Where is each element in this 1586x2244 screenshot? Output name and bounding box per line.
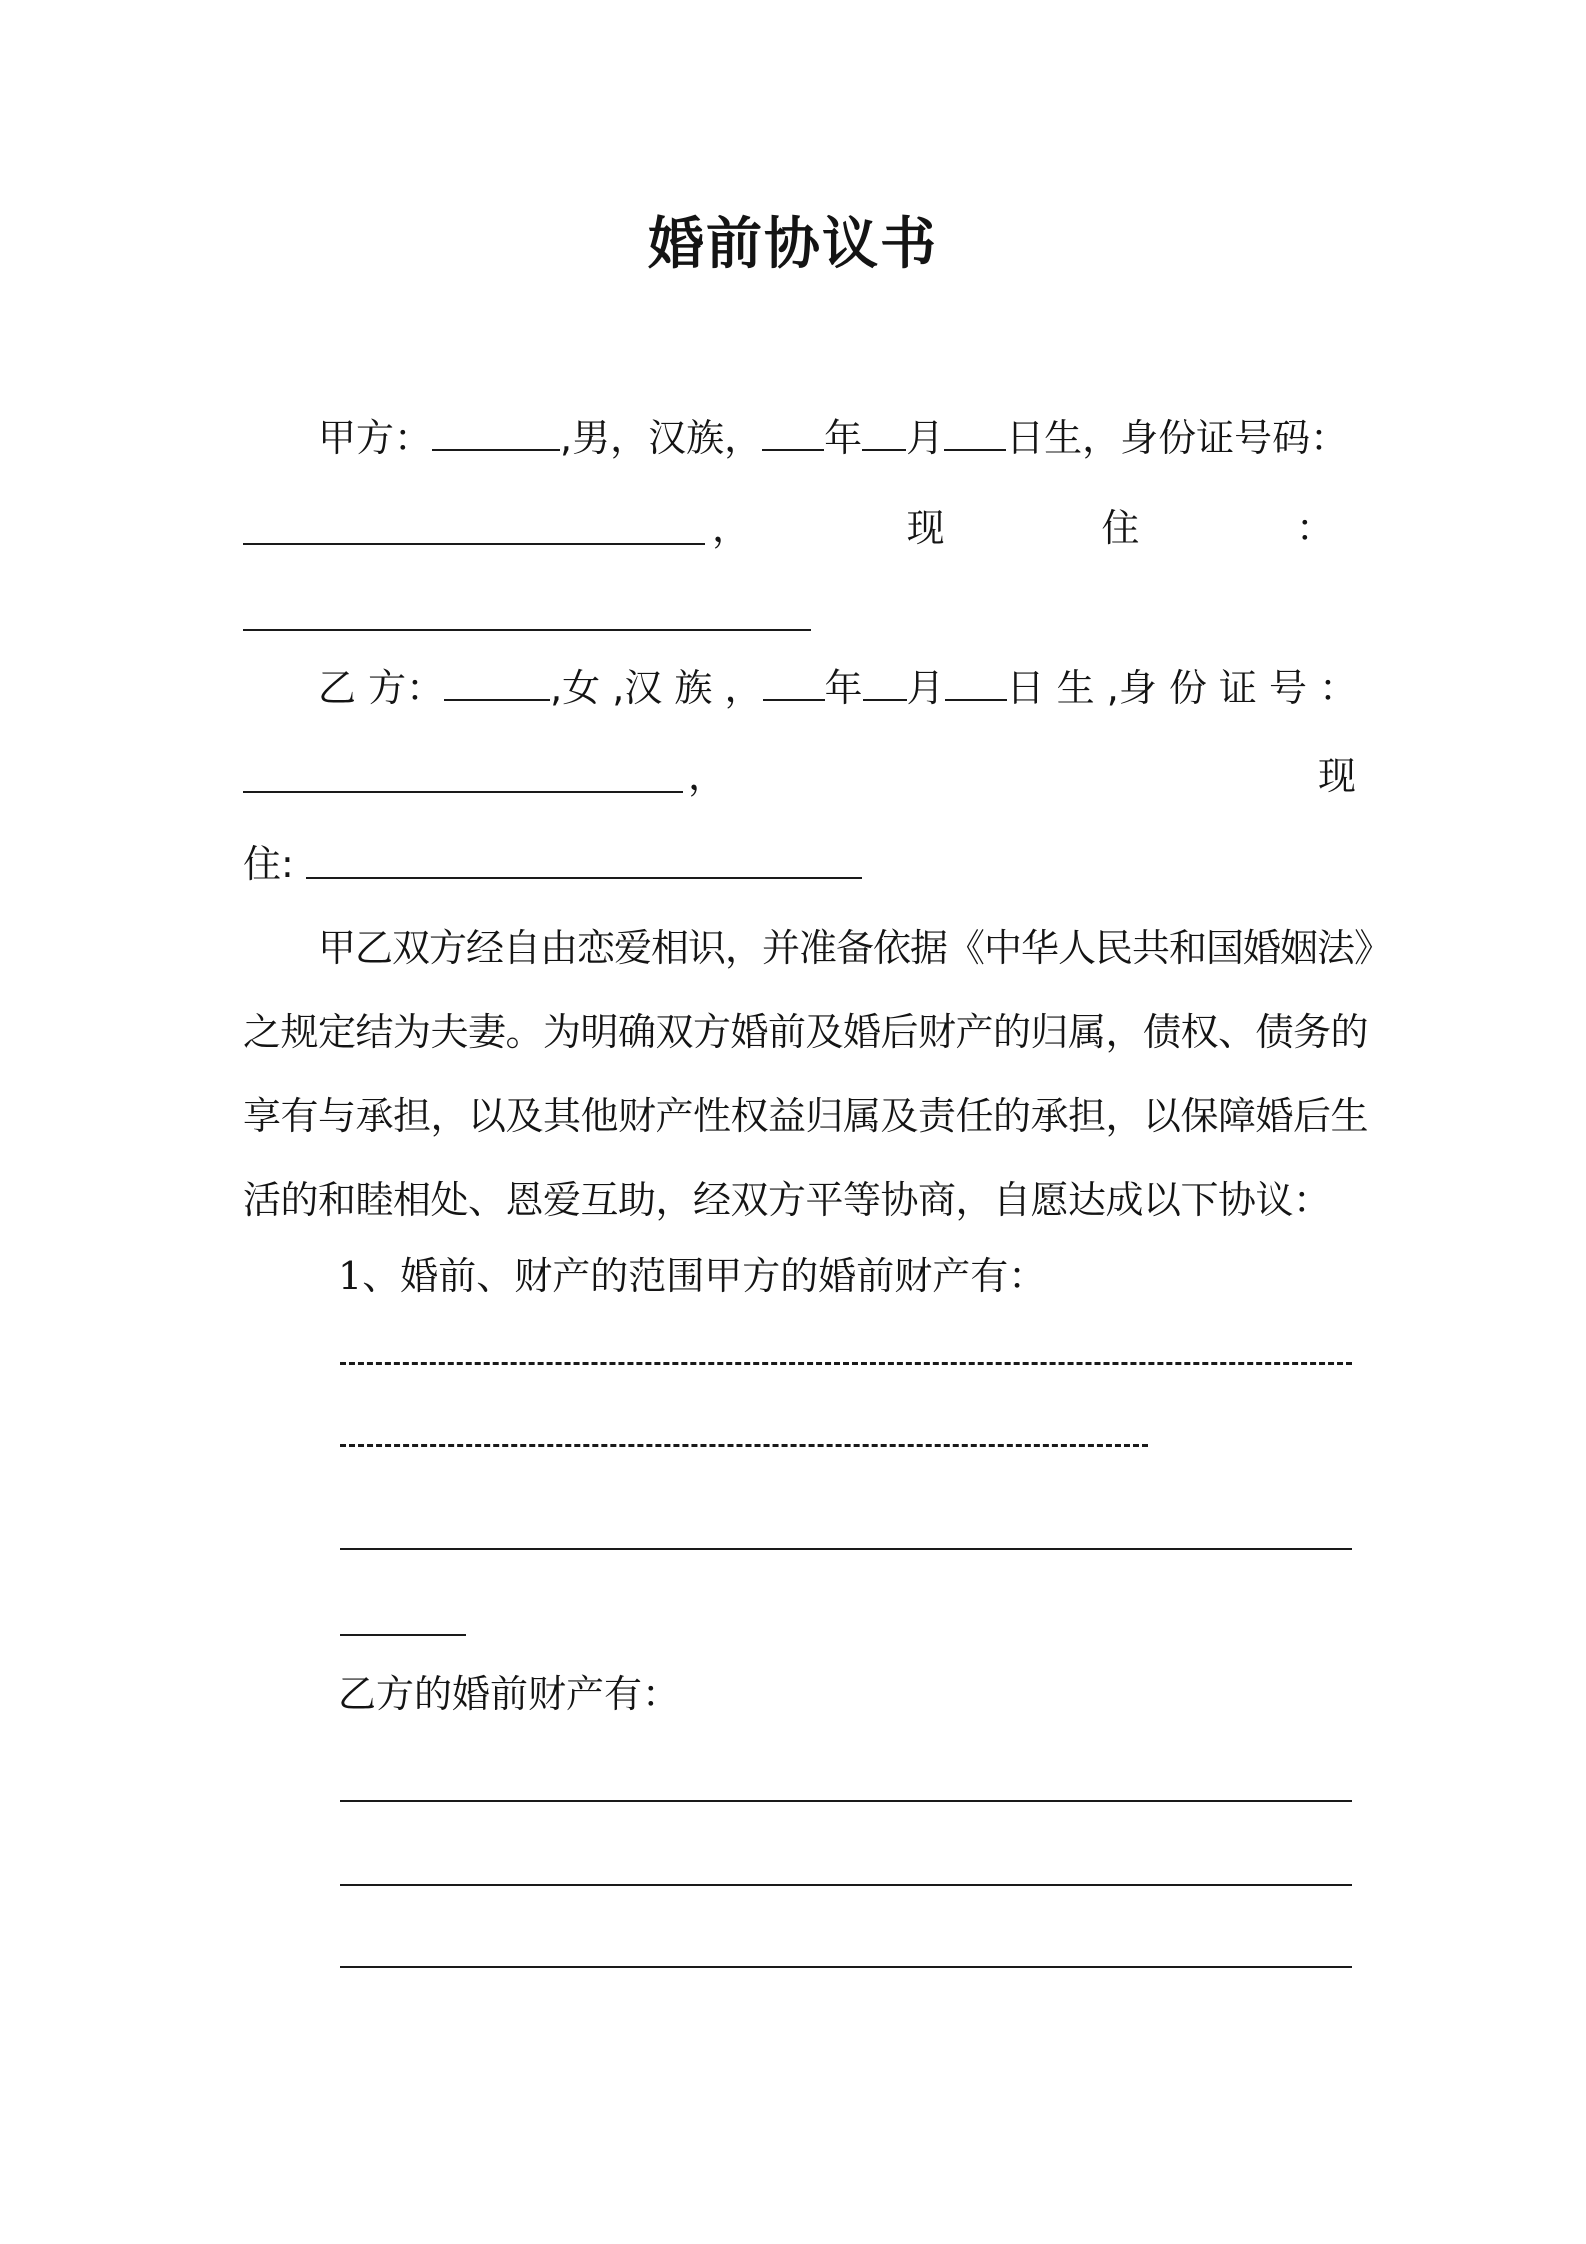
party-a-year-label: 年 [824,416,863,460]
party-b-year-label: 年 [824,666,863,710]
party-b-address-blank[interactable] [306,877,862,879]
party-b-birth-year-blank[interactable] [763,665,825,701]
party-b-birth-month-blank[interactable] [863,665,907,701]
party-a-name-blank[interactable] [432,415,560,451]
intro-line-3: 享有与承担，以及其他财产性权益归属及责任的承担，以保障婚后生 [243,1094,1369,1138]
party-a-address-blank[interactable] [243,629,811,631]
party-b-label: 乙 方： [318,666,445,710]
party-a-address-colon: ： [1295,506,1334,550]
intro-line-1 [318,920,1392,976]
party-b-address-char: 现 [1318,754,1357,798]
party-a-address-char-1: 现 [906,506,945,550]
party-b-address-label: 住: [243,842,294,886]
intro-line-4: 活的和睦相处、恩爱互助，经双方平等协商，自愿达成以下协议： [243,1178,1331,1222]
party-b-property-blank-1[interactable] [340,1800,1352,1802]
party-a-id-number-blank[interactable] [243,543,705,545]
party-b-property-label: 乙方的婚前财产有： [338,1672,681,1716]
party-b-gender-text: ,女 ,汉 族 ， [550,666,763,710]
party-a-birth-year-blank[interactable] [762,415,824,451]
party-b-id-number-blank[interactable] [243,791,683,793]
party-a-property-blank-4[interactable] [340,1634,466,1636]
intro-line-2: 之规定结为夫妻。为明确双方婚前及婚后财产的归属，债权、债务的 [243,1010,1369,1054]
party-b-property-blank-2[interactable] [340,1884,1352,1886]
party-a-comma: ， [712,506,751,550]
party-a-property-blank-3[interactable] [340,1548,1352,1550]
party-a-label: 甲方： [318,416,433,460]
document-title: 婚前协议书 [648,212,938,277]
party-b-day-id-label: 日 生 ,身 份 证 号 ： [1006,666,1358,710]
party-a-property-blank-2[interactable] [340,1444,1148,1447]
party-a-gender-text: ,男，汉族， [560,416,763,460]
party-a-birth-month-blank[interactable] [862,415,906,451]
party-a-address-line [712,500,1334,556]
party-a-address-char-2: 住 [1101,506,1140,550]
party-a-property-blank-1[interactable] [340,1362,1352,1365]
party-b-comma: ， [688,754,727,798]
party-b-month-label: 月 [906,666,945,710]
party-a-day-id-label: 日生，身份证号码： [1006,416,1349,460]
party-b-name-blank[interactable] [444,665,550,701]
party-b-property-blank-3[interactable] [340,1966,1352,1968]
clause-1-number: 1 [338,1254,363,1298]
party-b-birth-day-blank[interactable] [945,665,1007,701]
intro-line-1-text: 甲乙双方经自由恋爱相识，并准备依据《中华人民共和国婚姻法》 [318,926,1392,970]
clause-1-heading [338,1248,1046,1304]
party-b-info-line [318,660,1357,716]
party-a-info-line [318,410,1348,466]
party-a-month-label: 月 [906,416,945,460]
clause-1-text: 、婚前、财产的范围甲方的婚前财产有： [362,1254,1047,1298]
party-a-birth-day-blank[interactable] [944,415,1006,451]
